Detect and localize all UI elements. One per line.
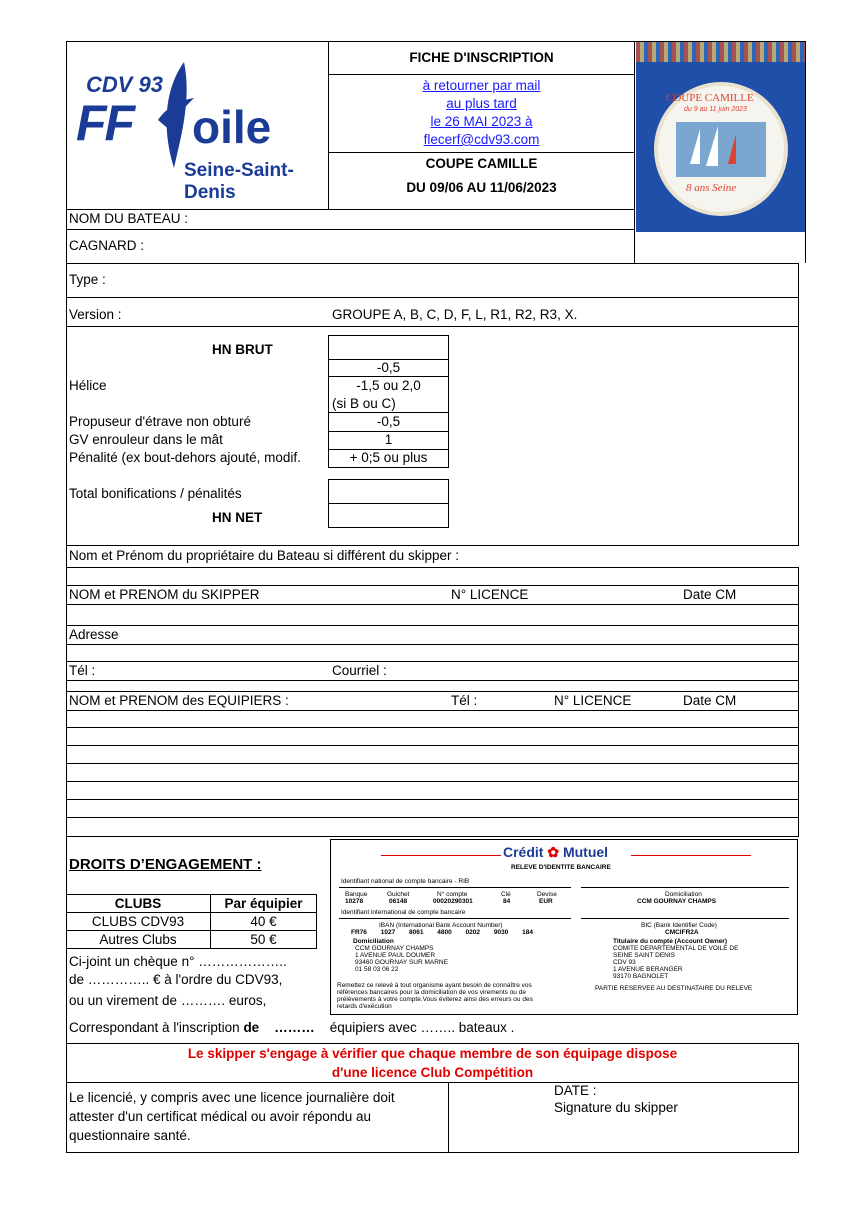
crew-tel-label: Tél : <box>451 693 478 708</box>
return-line-2[interactable]: au plus tard <box>446 96 517 111</box>
return-line-3[interactable]: le 26 MAI 2023 à <box>430 114 533 129</box>
return-email[interactable]: flecerf@cdv93.com <box>423 132 540 147</box>
rib-domic-line: 1 AVENUE PAUL DOUMER <box>355 952 436 959</box>
type-label: Type : <box>69 272 106 287</box>
fees-title: DROITS D’ENGAGEMENT : <box>69 856 262 873</box>
rib-bank-1: Crédit <box>503 844 544 860</box>
rib-note-line: prélèvements à votre compte.Vous éviterez ainsi des erreurs ou des <box>337 996 533 1003</box>
rib-bic-h: BIC (Bank Identifier Code) <box>641 922 717 929</box>
rib-dom-h: Domiciliation <box>665 891 702 898</box>
rib-h-guichet: Guichet <box>387 891 410 898</box>
owner-label: Nom et Prénom du propriétaire du Bateau si différent du skipper : <box>69 548 459 563</box>
rib-iban: FR76 1027 8061 4800 0202 9030 184 <box>351 929 533 936</box>
cheque-line-3: ou un virement de ………. euros, <box>69 993 267 1008</box>
rib-h-cle: Clé <box>501 891 511 898</box>
fees-row-club: CLUBS CDV93 <box>91 914 185 929</box>
boat-name-label: NOM DU BATEAU : <box>69 211 189 226</box>
logo-subtitle: Seine-Saint-Denis <box>184 160 294 203</box>
handicap-value-2: -1,5 ou 2,0 <box>356 378 421 393</box>
event-name: COUPE CAMILLE <box>425 156 538 171</box>
rib-titulaire-line: SEINE SAINT DENIS <box>613 952 676 959</box>
fees-row-price: 50 € <box>250 932 277 947</box>
credit-mutuel-icon: ✿ <box>547 844 560 860</box>
crew-datecm-label: Date CM <box>683 693 737 708</box>
notice-line-2: d'une licence Club Compétition <box>331 1065 534 1080</box>
footer-line-1: Le licencié, y compris avec une licence journalière doit <box>69 1090 395 1105</box>
poster-dates: du 9 au 11 juin 2023 <box>684 106 747 113</box>
rib-note-line: références bancaires pour la domiciliation de vos virements ou de <box>337 989 526 996</box>
poster-title: COUPE CAMILLE <box>666 92 754 104</box>
logo-cdv93: CDV 93 <box>86 72 164 97</box>
cheque-line-1: Ci-joint un chèque n° ……………….. <box>69 954 287 969</box>
hn-brut-field[interactable] <box>328 335 449 360</box>
hn-net-field[interactable] <box>328 503 449 528</box>
rib-id-int: Identifiant international de compte bancaire <box>341 909 466 916</box>
rib-iban-h: IBAN (International Bank Account Number) <box>379 922 503 929</box>
rib-partie: PARTIE RESERVEE AU DESTINATAIRE DU RELEVE <box>595 985 753 992</box>
logo-voile: oile <box>192 101 272 153</box>
handicap-value-3: -0,5 <box>376 414 401 429</box>
footer-line-3: questionnaire santé. <box>69 1128 191 1143</box>
rib-bank-name <box>503 844 608 861</box>
correspondant-de: de <box>243 1020 260 1035</box>
rib-domic-line: 01 58 03 06 22 <box>355 966 399 973</box>
fees-row-club: Autres Clubs <box>99 932 177 947</box>
rib-title: RELEVE D'IDENTITE BANCAIRE <box>511 864 611 871</box>
signature-label: Signature du skipper <box>554 1100 678 1115</box>
hn-net-label: HN NET <box>212 510 263 525</box>
notice-line-1: Le skipper s'engage à vérifier que chaque membre de son équipage dispose <box>187 1046 678 1061</box>
event-poster <box>636 42 805 263</box>
event-dates: DU 09/06 AU 11/06/2023 <box>406 180 557 195</box>
fees-col-price: Par équipier <box>224 896 303 911</box>
rib-h-compte: N° compte <box>437 891 468 898</box>
groupe-list: GROUPE A, B, C, D, F, L, R1, R2, R3, X. <box>332 307 578 322</box>
helice-label: Hélice <box>69 378 107 393</box>
footer-line-2: attester d'un certificat médical ou avoir répondu au <box>69 1109 371 1124</box>
crew-name-label: NOM et PRENOM des EQUIPIERS : <box>69 693 289 708</box>
total-label: Total bonifications / pénalités <box>69 486 242 501</box>
rib-cle: 84 <box>503 898 511 905</box>
penalite-label: Pénalité (ex bout-dehors ajouté, modif. <box>69 450 301 465</box>
rib-h-banque: Banque <box>345 891 368 898</box>
form-title: FICHE D'INSCRIPTION <box>409 50 554 65</box>
rib-titulaire-line: CDV 93 <box>613 959 636 966</box>
rib-id-nat: Identifiant national de compte bancaire - RIB <box>341 878 470 885</box>
cagnard-label: CAGNARD : <box>69 238 145 253</box>
correspondant-dots: ……… <box>274 1020 315 1035</box>
rib-titulaire-h: Titulaire du compte (Account Owner) <box>613 938 728 945</box>
rib-bank-2: Mutuel <box>562 844 609 860</box>
handicap-value-2b: (si B ou C) <box>332 396 396 411</box>
rib-domic-h: Domiciliation <box>353 938 394 945</box>
rib-dom: CCM GOURNAY CHAMPS <box>637 898 717 905</box>
tel-label: Tél : <box>69 663 96 678</box>
sailboat-icon <box>688 124 748 176</box>
rib-compte: 00020290301 <box>433 898 473 905</box>
total-field[interactable] <box>328 479 449 504</box>
handicap-value-4: 1 <box>384 432 393 447</box>
correspondant-b: équipiers avec …….. bateaux . <box>329 1020 515 1035</box>
rib-titulaire-line: COMITE DEPARTEMENTAL DE VOILE DE <box>613 945 739 952</box>
rib-guichet: 06148 <box>389 898 408 905</box>
rib-note-line: retards d'exécution <box>337 1003 392 1010</box>
rib-banque: 10278 <box>345 898 364 905</box>
skipper-licence-label: N° LICENCE <box>451 587 529 602</box>
version-label: Version : <box>69 307 122 322</box>
rib-h-devise: Devise <box>537 891 557 898</box>
rib-titulaire-line: 1 AVENUE BERANGER <box>613 966 683 973</box>
correspondant-line <box>69 1020 514 1036</box>
rib-domic-line: CCM GOURNAY CHAMPS <box>355 945 434 952</box>
date-label: DATE : <box>554 1083 597 1098</box>
fees-col-clubs: CLUBS <box>114 896 162 911</box>
cheque-line-2: de ………….. € à l'ordre du CDV93, <box>69 972 283 987</box>
correspondant-a: Correspondant à l'inscription <box>69 1020 240 1035</box>
poster-subtitle: 8 ans Seine <box>686 182 737 194</box>
rib-note-line: Remettez ce relevé à tout organisme ayant besoin de connaître vos <box>337 982 532 989</box>
adresse-label: Adresse <box>69 627 119 642</box>
rib-box <box>330 839 798 1015</box>
return-line-1[interactable]: à retourner par mail <box>422 78 541 93</box>
crew-licence-label: N° LICENCE <box>554 693 632 708</box>
rib-titulaire-line: 93170 BAGNOLET <box>613 973 669 980</box>
handicap-value-1: -0,5 <box>376 360 401 375</box>
handicap-value-5: + 0;5 ou plus <box>349 450 428 465</box>
rib-bic: CMCIFR2A <box>665 929 699 936</box>
skipper-name-label: NOM et PRENOM du SKIPPER <box>69 587 260 602</box>
propulseur-label: Propuseur d'étrave non obturé <box>69 414 251 429</box>
rib-domic-line: 93460 GOURNAY SUR MARNE <box>355 959 448 966</box>
rib-devise: EUR <box>539 898 553 905</box>
logo-ff: FF <box>76 95 134 151</box>
hn-brut-label: HN BRUT <box>212 342 273 357</box>
gv-label: GV enrouleur dans le mât <box>69 432 223 447</box>
courriel-label: Courriel : <box>332 663 387 678</box>
skipper-datecm-label: Date CM <box>683 587 737 602</box>
fees-row-price: 40 € <box>250 914 277 929</box>
logo <box>74 60 324 203</box>
